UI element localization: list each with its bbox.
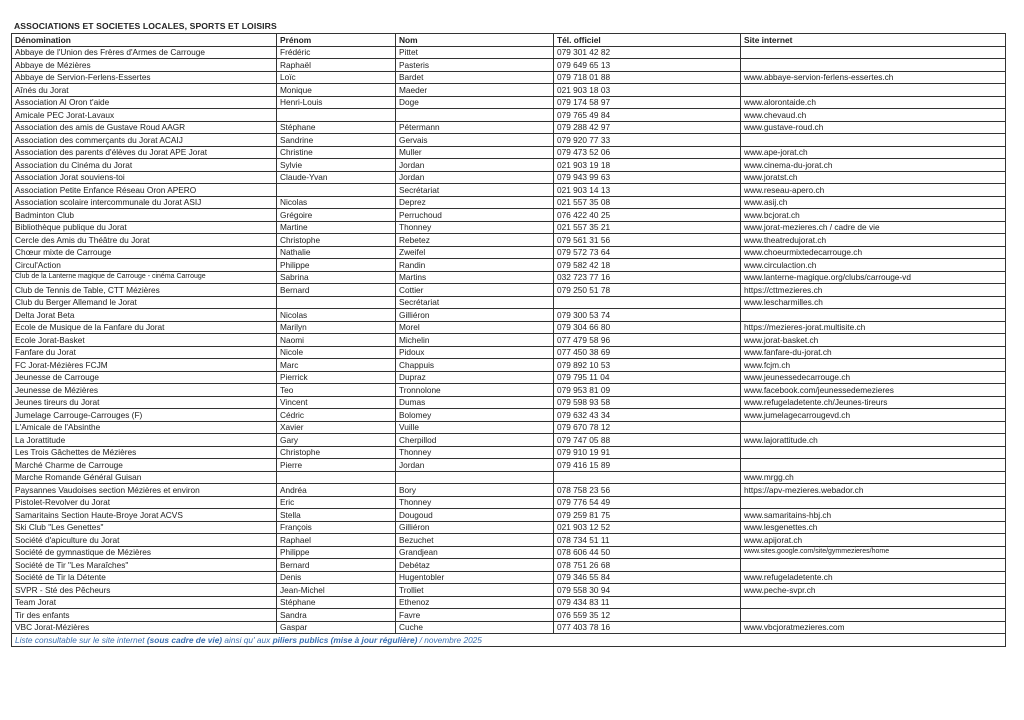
cell-prenom: Christophe <box>277 446 396 459</box>
cell-telephone: 079 434 83 11 <box>554 596 741 609</box>
cell-prenom: Loïc <box>277 71 396 84</box>
cell-prenom: Philippe <box>277 259 396 272</box>
cell-denomination: Cercle des Amis du Théâtre du Jorat <box>12 234 277 247</box>
table-row <box>12 196 1006 209</box>
table-row <box>12 484 1006 497</box>
table-row <box>12 434 1006 447</box>
cell-prenom: Cédric <box>277 409 396 422</box>
cell-denomination: Jeunesse de Mézières <box>12 384 277 397</box>
cell-site: www.fanfare-du-jorat.ch <box>741 346 1006 359</box>
table-row <box>12 371 1006 384</box>
cell-prenom: Christophe <box>277 234 396 247</box>
cell-site: www.jorat-basket.ch <box>741 334 1006 347</box>
cell-prenom: Nicolas <box>277 309 396 322</box>
cell-telephone: 079 953 81 09 <box>554 384 741 397</box>
cell-site: www.choeurmixtedecarrouge.ch <box>741 246 1006 259</box>
table-row <box>12 609 1006 622</box>
footer-text-3: ainsi qu' aux <box>222 634 273 645</box>
cell-prenom: Raphael <box>277 534 396 547</box>
cell-site: www.lescharmilles.ch <box>741 296 1006 309</box>
cell-site: www.facebook.com/jeunessedemezieres <box>741 384 1006 397</box>
cell-denomination: Association Jorat souviens-toi <box>12 171 277 184</box>
cell-denomination: La Jorattitude <box>12 434 277 447</box>
cell-site: www.jorat-mezieres.ch / cadre de vie <box>741 221 1006 234</box>
cell-site: www.gustave-roud.ch <box>741 121 1006 134</box>
footer-row <box>12 634 1006 647</box>
table-row <box>12 209 1006 222</box>
cell-nom: Zweifel <box>396 246 554 259</box>
cell-prenom: Sabrina <box>277 271 396 284</box>
cell-prenom: Sylvie <box>277 159 396 172</box>
cell-denomination: Association des parents d'élèves du Jorat APE Jorat <box>12 146 277 159</box>
cell-nom: Jordan <box>396 459 554 472</box>
cell-nom: Dumas <box>396 396 554 409</box>
table-row <box>12 509 1006 522</box>
cell-prenom: Jean-Michel <box>277 584 396 597</box>
cell-site <box>741 459 1006 472</box>
cell-telephone: 079 670 78 12 <box>554 421 741 434</box>
cell-denomination: Association des commerçants du Jorat ACAIJ <box>12 134 277 147</box>
cell-denomination: Fanfare du Jorat <box>12 346 277 359</box>
cell-telephone: 077 450 38 69 <box>554 346 741 359</box>
cell-denomination: Abbaye de Servion-Ferlens-Essertes <box>12 71 277 84</box>
cell-site: www.chevaud.ch <box>741 109 1006 122</box>
cell-nom: Deprez <box>396 196 554 209</box>
cell-prenom: Nicole <box>277 346 396 359</box>
table-row <box>12 296 1006 309</box>
cell-site <box>741 496 1006 509</box>
table-row <box>12 584 1006 597</box>
cell-nom: Bolomey <box>396 409 554 422</box>
cell-nom: Secrétariat <box>396 184 554 197</box>
cell-telephone: 079 582 42 18 <box>554 259 741 272</box>
cell-site: www.reseau-apero.ch <box>741 184 1006 197</box>
cell-denomination: Chœur mixte de Carrouge <box>12 246 277 259</box>
cell-telephone: 021 557 35 08 <box>554 196 741 209</box>
cell-nom: Favre <box>396 609 554 622</box>
cell-denomination: Samaritains Section Haute-Broye Jorat ACVS <box>12 509 277 522</box>
cell-nom: Chappuis <box>396 359 554 372</box>
cell-telephone: 078 758 23 56 <box>554 484 741 497</box>
cell-site: www.peche-svpr.ch <box>741 584 1006 597</box>
table-row <box>12 84 1006 97</box>
cell-nom: Pidoux <box>396 346 554 359</box>
cell-telephone: 079 598 93 58 <box>554 396 741 409</box>
cell-site: www.circulaction.ch <box>741 259 1006 272</box>
cell-nom: Dupraz <box>396 371 554 384</box>
cell-nom: Cherpillod <box>396 434 554 447</box>
cell-denomination: VBC Jorat-Mézières <box>12 621 277 634</box>
cell-nom: Pétermann <box>396 121 554 134</box>
cell-denomination: Société d'apiculture du Jorat <box>12 534 277 547</box>
cell-denomination: Jumelage Carrouge-Carrouges (F) <box>12 409 277 422</box>
cell-telephone: 079 259 81 75 <box>554 509 741 522</box>
column-header-denomination: Dénomination <box>12 34 277 47</box>
cell-prenom: Marc <box>277 359 396 372</box>
cell-nom: Jordan <box>396 159 554 172</box>
cell-denomination: Pistolet-Revolver du Jorat <box>12 496 277 509</box>
cell-telephone <box>554 471 741 484</box>
cell-site: www.refugeladetente.ch/Jeunes-tireurs <box>741 396 1006 409</box>
table-row <box>12 546 1006 559</box>
cell-telephone: 021 903 18 03 <box>554 84 741 97</box>
column-header-prenom: Prénom <box>277 34 396 47</box>
cell-telephone: 079 795 11 04 <box>554 371 741 384</box>
table-row <box>12 159 1006 172</box>
cell-nom: Martins <box>396 271 554 284</box>
cell-denomination: Tir des enfants <box>12 609 277 622</box>
table-row <box>12 171 1006 184</box>
cell-denomination: Club du Berger Allemand le Jorat <box>12 296 277 309</box>
table-row <box>12 559 1006 572</box>
cell-telephone: 079 300 53 74 <box>554 309 741 322</box>
table-row <box>12 46 1006 59</box>
cell-denomination: Association Al Oron t'aide <box>12 96 277 109</box>
cell-site: www.cinema-du-jorat.ch <box>741 159 1006 172</box>
cell-telephone: 079 572 73 64 <box>554 246 741 259</box>
cell-nom: Jordan <box>396 171 554 184</box>
cell-nom: Cottier <box>396 284 554 297</box>
cell-telephone: 079 747 05 88 <box>554 434 741 447</box>
cell-site: www.bcjorat.ch <box>741 209 1006 222</box>
cell-denomination: Association des amis de Gustave Roud AAGR <box>12 121 277 134</box>
cell-denomination: Association scolaire intercommunale du Jorat ASIJ <box>12 196 277 209</box>
cell-prenom <box>277 296 396 309</box>
table-row <box>12 109 1006 122</box>
cell-prenom: Stéphane <box>277 121 396 134</box>
cell-site <box>741 446 1006 459</box>
cell-denomination: Ecole Jorat-Basket <box>12 334 277 347</box>
cell-denomination: Jeunesse de Carrouge <box>12 371 277 384</box>
cell-prenom: Stéphane <box>277 596 396 609</box>
cell-prenom: Pierre <box>277 459 396 472</box>
table-row <box>12 221 1006 234</box>
cell-telephone: 079 174 58 97 <box>554 96 741 109</box>
cell-prenom: Henri-Louis <box>277 96 396 109</box>
cell-denomination: Aînés du Jorat <box>12 84 277 97</box>
cell-nom: Ethenoz <box>396 596 554 609</box>
cell-site: www.jumelagecarrougevd.ch <box>741 409 1006 422</box>
cell-denomination: Circul'Action <box>12 259 277 272</box>
cell-site <box>741 84 1006 97</box>
column-header-telephone: Tél. officiel <box>554 34 741 47</box>
cell-site: www.apijorat.ch <box>741 534 1006 547</box>
table-row <box>12 621 1006 634</box>
cell-nom: Gilliéron <box>396 521 554 534</box>
cell-prenom: Nicolas <box>277 196 396 209</box>
cell-telephone: 079 473 52 06 <box>554 146 741 159</box>
cell-site: www.lesgenettes.ch <box>741 521 1006 534</box>
cell-telephone: 078 606 44 50 <box>554 546 741 559</box>
cell-telephone: 079 250 51 78 <box>554 284 741 297</box>
footer-note <box>12 634 1006 647</box>
cell-telephone: 021 903 14 13 <box>554 184 741 197</box>
table-row <box>12 134 1006 147</box>
table-row <box>12 271 1006 284</box>
cell-denomination: Les Trois Gâchettes de Mézières <box>12 446 277 459</box>
cell-prenom: Christine <box>277 146 396 159</box>
cell-telephone: 079 632 43 34 <box>554 409 741 422</box>
cell-nom: Bory <box>396 484 554 497</box>
cell-nom <box>396 471 554 484</box>
cell-prenom: Andréa <box>277 484 396 497</box>
cell-telephone: 079 649 65 13 <box>554 59 741 72</box>
cell-site <box>741 309 1006 322</box>
cell-telephone: 079 346 55 84 <box>554 571 741 584</box>
table-row <box>12 284 1006 297</box>
cell-telephone: 076 422 40 25 <box>554 209 741 222</box>
footer-text-1: Liste consultable sur le site internet <box>15 634 147 645</box>
cell-telephone: 079 304 66 80 <box>554 321 741 334</box>
table-row <box>12 184 1006 197</box>
cell-denomination: Ski Club "Les Genettes" <box>12 521 277 534</box>
cell-nom: Gervais <box>396 134 554 147</box>
cell-prenom: Grégoire <box>277 209 396 222</box>
cell-site: www.alorontaide.ch <box>741 96 1006 109</box>
cell-telephone: 032 723 77 16 <box>554 271 741 284</box>
cell-nom: Secrétariat <box>396 296 554 309</box>
cell-site <box>741 559 1006 572</box>
cell-telephone: 079 910 19 91 <box>554 446 741 459</box>
cell-telephone: 021 903 12 52 <box>554 521 741 534</box>
table-row <box>12 246 1006 259</box>
column-header-site: Site internet <box>741 34 1006 47</box>
cell-telephone: 079 561 31 56 <box>554 234 741 247</box>
table-row <box>12 521 1006 534</box>
cell-site <box>741 609 1006 622</box>
table-row <box>12 96 1006 109</box>
cell-site: www.lajorattitude.ch <box>741 434 1006 447</box>
cell-denomination: Team Jorat <box>12 596 277 609</box>
cell-telephone: 079 416 15 89 <box>554 459 741 472</box>
cell-denomination: Club de Tennis de Table, CTT Mézières <box>12 284 277 297</box>
table-row <box>12 259 1006 272</box>
cell-denomination: Association du Cinéma du Jorat <box>12 159 277 172</box>
cell-nom: Thonney <box>396 496 554 509</box>
table-row <box>12 146 1006 159</box>
cell-prenom: Frédéric <box>277 46 396 59</box>
cell-site: https://mezieres-jorat.multisite.ch <box>741 321 1006 334</box>
table-row <box>12 534 1006 547</box>
footer-text-5: / novembre 2025 <box>417 634 482 645</box>
cell-telephone: 079 776 54 49 <box>554 496 741 509</box>
cell-site <box>741 46 1006 59</box>
cell-prenom: Teo <box>277 384 396 397</box>
table-row <box>12 459 1006 472</box>
cell-site: www.vbcjoratmezieres.com <box>741 621 1006 634</box>
cell-nom: Trolliet <box>396 584 554 597</box>
cell-denomination: Abbaye de Mézières <box>12 59 277 72</box>
cell-denomination: Bibliothèque publique du Jorat <box>12 221 277 234</box>
cell-site: www.asij.ch <box>741 196 1006 209</box>
table-row <box>12 409 1006 422</box>
cell-telephone: 079 288 42 97 <box>554 121 741 134</box>
table-row <box>12 121 1006 134</box>
cell-nom: Pasteris <box>396 59 554 72</box>
cell-denomination: Marche Romande Général Guisan <box>12 471 277 484</box>
table-row <box>12 471 1006 484</box>
cell-nom: Grandjean <box>396 546 554 559</box>
cell-prenom: Raphaël <box>277 59 396 72</box>
cell-prenom: Monique <box>277 84 396 97</box>
cell-nom: Gilliéron <box>396 309 554 322</box>
cell-telephone: 079 920 77 33 <box>554 134 741 147</box>
table-row <box>12 446 1006 459</box>
cell-site <box>741 134 1006 147</box>
cell-telephone: 079 301 42 82 <box>554 46 741 59</box>
cell-site: www.mrgg.ch <box>741 471 1006 484</box>
page-title: ASSOCIATIONS ET SOCIETES LOCALES, SPORTS ET LOISIRS <box>14 21 277 31</box>
cell-nom: Muller <box>396 146 554 159</box>
cell-telephone: 079 943 99 63 <box>554 171 741 184</box>
cell-prenom: Pierrick <box>277 371 396 384</box>
cell-prenom: Sandrine <box>277 134 396 147</box>
cell-denomination: FC Jorat-Mézières FCJM <box>12 359 277 372</box>
table-body <box>12 46 1006 634</box>
cell-nom: Bardet <box>396 71 554 84</box>
cell-telephone: 078 751 26 68 <box>554 559 741 572</box>
cell-prenom: Claude-Yvan <box>277 171 396 184</box>
cell-denomination: Société de gymnastique de Mézières <box>12 546 277 559</box>
cell-telephone: 077 403 78 16 <box>554 621 741 634</box>
table-row <box>12 596 1006 609</box>
cell-nom: Maeder <box>396 84 554 97</box>
cell-nom: Hugentobler <box>396 571 554 584</box>
cell-site: www.samaritains-hbj.ch <box>741 509 1006 522</box>
cell-nom: Rebetez <box>396 234 554 247</box>
table-row <box>12 421 1006 434</box>
cell-site <box>741 421 1006 434</box>
cell-site: www.refugeladetente.ch <box>741 571 1006 584</box>
cell-denomination: Amicale PEC Jorat-Lavaux <box>12 109 277 122</box>
cell-site: https://cttmezieres.ch <box>741 284 1006 297</box>
cell-denomination: Société de Tir la Détente <box>12 571 277 584</box>
cell-denomination: Delta Jorat Beta <box>12 309 277 322</box>
cell-prenom: Naomi <box>277 334 396 347</box>
cell-prenom: Martine <box>277 221 396 234</box>
cell-nom: Debétaz <box>396 559 554 572</box>
cell-denomination: Abbaye de l'Union des Frères d'Armes de Carrouge <box>12 46 277 59</box>
cell-denomination: Société de Tir "Les Maraîches" <box>12 559 277 572</box>
cell-site <box>741 596 1006 609</box>
table-row <box>12 234 1006 247</box>
cell-denomination: Association Petite Enfance Réseau Oron APERO <box>12 184 277 197</box>
table-row <box>12 59 1006 72</box>
cell-prenom: Marilyn <box>277 321 396 334</box>
cell-prenom: Bernard <box>277 284 396 297</box>
cell-nom: Cuche <box>396 621 554 634</box>
table-row <box>12 396 1006 409</box>
cell-site: www.theatredujorat.ch <box>741 234 1006 247</box>
column-header-nom: Nom <box>396 34 554 47</box>
cell-prenom: Gary <box>277 434 396 447</box>
cell-denomination: Ecole de Musique de la Fanfare du Jorat <box>12 321 277 334</box>
cell-telephone: 079 765 49 84 <box>554 109 741 122</box>
cell-site: www.lanterne-magique.org/clubs/carrouge-vd <box>741 271 1006 284</box>
cell-denomination: SVPR - Sté des Pêcheurs <box>12 584 277 597</box>
cell-telephone: 021 557 35 21 <box>554 221 741 234</box>
cell-denomination: Badminton Club <box>12 209 277 222</box>
cell-prenom: Gaspar <box>277 621 396 634</box>
cell-telephone: 079 892 10 53 <box>554 359 741 372</box>
cell-prenom: Bernard <box>277 559 396 572</box>
table-row <box>12 359 1006 372</box>
cell-nom <box>396 109 554 122</box>
cell-nom: Perruchoud <box>396 209 554 222</box>
table-header-row <box>12 34 1006 47</box>
associations-table <box>11 33 1006 647</box>
table-row <box>12 496 1006 509</box>
cell-nom: Michelin <box>396 334 554 347</box>
cell-site: www.jeunessedecarrouge.ch <box>741 371 1006 384</box>
cell-prenom: Philippe <box>277 546 396 559</box>
cell-telephone: 076 559 35 12 <box>554 609 741 622</box>
cell-site: www.joratst.ch <box>741 171 1006 184</box>
cell-site: https://apv-mezieres.webador.ch <box>741 484 1006 497</box>
footer-text-4: piliers publics (mise à jour régulière) <box>272 634 418 645</box>
cell-prenom: Denis <box>277 571 396 584</box>
table-row <box>12 71 1006 84</box>
cell-nom: Thonney <box>396 221 554 234</box>
cell-nom: Doge <box>396 96 554 109</box>
cell-telephone <box>554 296 741 309</box>
cell-prenom <box>277 471 396 484</box>
cell-prenom <box>277 184 396 197</box>
cell-telephone: 077 479 58 96 <box>554 334 741 347</box>
cell-nom: Vuille <box>396 421 554 434</box>
cell-nom: Morel <box>396 321 554 334</box>
table-row <box>12 321 1006 334</box>
cell-site <box>741 59 1006 72</box>
cell-site: www.ape-jorat.ch <box>741 146 1006 159</box>
cell-prenom: Eric <box>277 496 396 509</box>
cell-telephone: 079 718 01 88 <box>554 71 741 84</box>
cell-nom: Pittet <box>396 46 554 59</box>
cell-nom: Bezuchet <box>396 534 554 547</box>
cell-nom: Randin <box>396 259 554 272</box>
cell-denomination: Paysannes Vaudoises section Mézières et environ <box>12 484 277 497</box>
cell-telephone: 021 903 19 18 <box>554 159 741 172</box>
cell-nom: Tronnolone <box>396 384 554 397</box>
footer-text-2: (sous cadre de vie) <box>146 634 223 645</box>
cell-prenom: Stella <box>277 509 396 522</box>
cell-nom: Dougoud <box>396 509 554 522</box>
cell-denomination: L'Amicale de l'Absinthe <box>12 421 277 434</box>
cell-prenom: Vincent <box>277 396 396 409</box>
cell-prenom: Sandra <box>277 609 396 622</box>
table-row <box>12 384 1006 397</box>
table-row <box>12 334 1006 347</box>
cell-prenom <box>277 109 396 122</box>
cell-prenom: François <box>277 521 396 534</box>
table-row <box>12 571 1006 584</box>
cell-telephone: 079 558 30 94 <box>554 584 741 597</box>
cell-denomination: Club de la Lanterne magique de Carrouge - cinéma Carrouge <box>12 271 277 284</box>
cell-prenom: Xavier <box>277 421 396 434</box>
cell-prenom: Nathalie <box>277 246 396 259</box>
cell-site: www.sites.google.com/site/gymmezieres/home <box>741 546 1006 559</box>
table-row <box>12 309 1006 322</box>
table-row <box>12 346 1006 359</box>
cell-denomination: Jeunes tireurs du Jorat <box>12 396 277 409</box>
cell-denomination: Marché Charme de Carrouge <box>12 459 277 472</box>
cell-site: www.fcjm.ch <box>741 359 1006 372</box>
cell-telephone: 078 734 51 11 <box>554 534 741 547</box>
cell-site: www.abbaye-servion-ferlens-essertes.ch <box>741 71 1006 84</box>
cell-nom: Thonney <box>396 446 554 459</box>
